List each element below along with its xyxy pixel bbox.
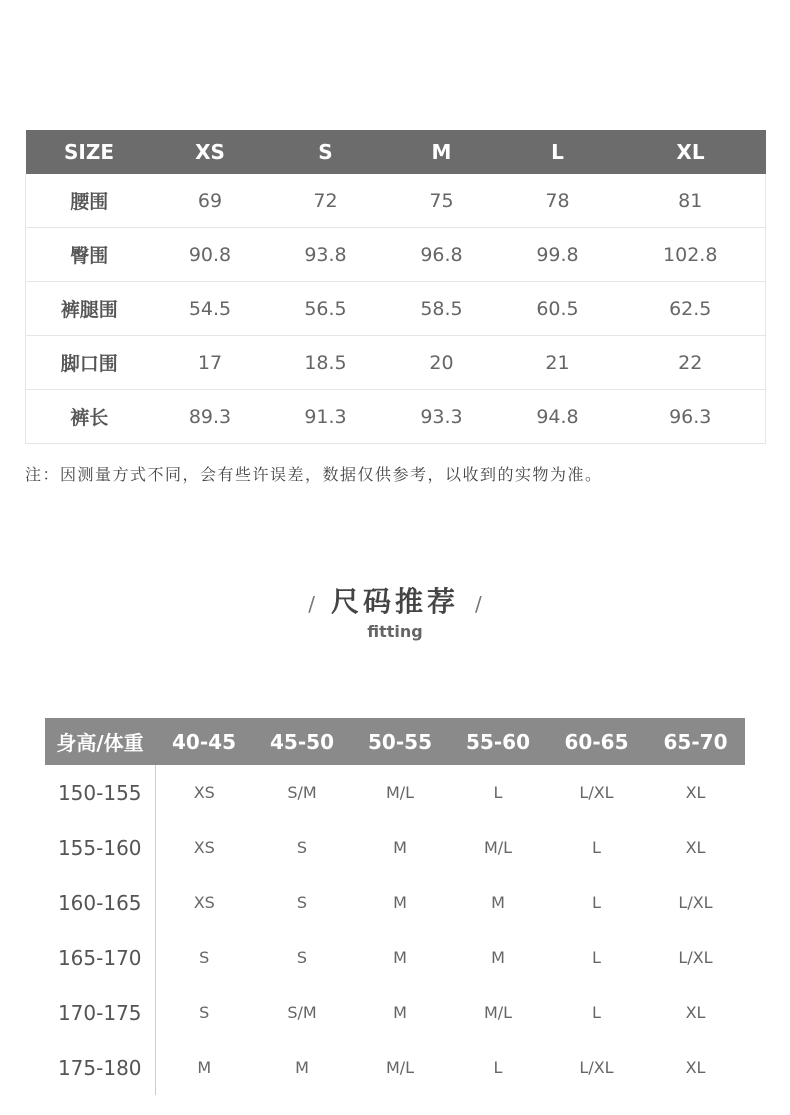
header-xl: XL [616, 130, 766, 174]
header-weight-range: 65-70 [646, 718, 745, 765]
table-cell: L [592, 838, 601, 857]
table-cell: 99.8 [500, 228, 616, 282]
table-cell: 96.8 [384, 228, 500, 282]
table-cell: 93.3 [384, 390, 500, 444]
table-row [26, 390, 766, 444]
table-cell: 78 [545, 189, 570, 212]
table-cell: M/L [483, 838, 513, 857]
header-l: L [500, 130, 616, 174]
table-cell: 96.3 [616, 390, 766, 444]
table-cell: 22 [616, 336, 766, 390]
table-cell: L [592, 948, 601, 967]
height-label: 175-180 [45, 1040, 155, 1095]
slash-decoration-right: / [475, 592, 482, 616]
table-cell: L [592, 1003, 601, 1022]
table-row [45, 985, 745, 1040]
table-cell: 69 [197, 189, 223, 212]
table-cell: 21 [500, 336, 616, 390]
table-cell: L/XL [678, 948, 713, 967]
table-cell: M/L [385, 1058, 415, 1077]
table-cell: 18.5 [268, 336, 384, 390]
table-row [45, 765, 745, 820]
table-cell: 54.5 [153, 282, 268, 336]
table-cell: 81 [616, 174, 766, 228]
table-row [26, 228, 766, 282]
table-cell: 17 [153, 336, 268, 390]
table-cell: 89.3 [153, 390, 268, 444]
table-cell: 90.8 [153, 228, 268, 282]
table-row [26, 174, 766, 228]
height-label: 150-155 [45, 765, 155, 820]
table-cell: M [197, 1058, 212, 1077]
table-cell: L [493, 1058, 503, 1077]
table-cell: 60.5 [500, 282, 616, 336]
header-weight-range: 55-60 [449, 718, 547, 765]
table-cell: M [491, 948, 505, 967]
fit-table-header-row [45, 718, 745, 765]
table-cell: 102.8 [616, 228, 766, 282]
table-cell: L [493, 783, 503, 802]
table-cell: 91.3 [268, 390, 384, 444]
table-cell: XS [193, 838, 215, 857]
header-weight-range: 40-45 [155, 718, 253, 765]
row-label-waist: 腰围 [26, 174, 153, 228]
fitting-section-heading [0, 580, 790, 641]
size-table-header-row [26, 130, 766, 174]
fitting-recommendation-table [45, 718, 746, 1095]
height-label: 160-165 [45, 875, 155, 930]
table-cell: XL [685, 838, 706, 857]
row-label-leg: 裤腿围 [26, 282, 153, 336]
table-row [45, 1040, 745, 1095]
table-cell: S [296, 948, 308, 967]
table-cell: XL [685, 1003, 706, 1022]
table-cell: M [393, 1003, 407, 1022]
header-height-weight: 身高/体重 [45, 718, 155, 765]
table-cell: S [199, 1003, 210, 1022]
height-label: 155-160 [45, 820, 155, 875]
row-label-hip: 臀围 [26, 228, 153, 282]
table-cell: 58.5 [384, 282, 500, 336]
table-cell: 93.8 [268, 228, 384, 282]
table-cell: XS [193, 783, 215, 802]
measurement-note: 注：因测量方式不同，会有些许误差，数据仅供参考，以收到的实物为准。 [25, 465, 603, 484]
table-cell: 75 [429, 189, 454, 212]
table-cell: XL [685, 1058, 706, 1077]
table-cell: L/XL [579, 783, 614, 802]
table-cell: M/L [385, 783, 415, 802]
table-cell: M [295, 1058, 309, 1077]
size-measurement-table [25, 130, 766, 444]
table-cell: S/M [287, 1003, 317, 1022]
table-row [45, 930, 745, 985]
table-cell: M [393, 893, 407, 912]
table-cell: L/XL [579, 1058, 614, 1077]
table-row [26, 282, 766, 336]
slash-decoration-left: / [308, 592, 315, 616]
table-cell: M [491, 893, 505, 912]
table-row [45, 820, 745, 875]
height-label: 165-170 [45, 930, 155, 985]
table-cell: M/L [483, 1003, 513, 1022]
header-weight-range: 45-50 [253, 718, 351, 765]
header-s: S [268, 130, 384, 174]
header-xs: XS [153, 130, 268, 174]
table-cell: 20 [384, 336, 500, 390]
table-cell: 94.8 [500, 390, 616, 444]
header-weight-range: 60-65 [547, 718, 646, 765]
table-cell: S [199, 948, 210, 967]
table-cell: 62.5 [616, 282, 766, 336]
section-subtitle: fitting [367, 622, 423, 641]
height-label: 170-175 [45, 985, 155, 1040]
row-label-hem: 脚口围 [26, 336, 153, 390]
header-weight-range: 50-55 [351, 718, 449, 765]
heading-line [0, 580, 790, 620]
table-cell: M [393, 838, 407, 857]
table-cell: 72 [313, 189, 338, 212]
table-cell: S/M [287, 783, 317, 802]
table-cell: XS [193, 893, 215, 912]
table-cell: XL [685, 783, 706, 802]
table-cell: 56.5 [268, 282, 384, 336]
table-cell: M [393, 948, 407, 967]
table-row [45, 875, 745, 930]
section-title: 尺码推荐 [330, 585, 459, 618]
header-size: SIZE [26, 130, 153, 174]
row-label-length: 裤长 [26, 390, 153, 444]
table-cell: S [296, 893, 308, 912]
table-cell: S [296, 838, 308, 857]
table-cell: L/XL [678, 893, 713, 912]
header-m: M [384, 130, 500, 174]
table-cell: L [592, 893, 601, 912]
table-row [26, 336, 766, 390]
